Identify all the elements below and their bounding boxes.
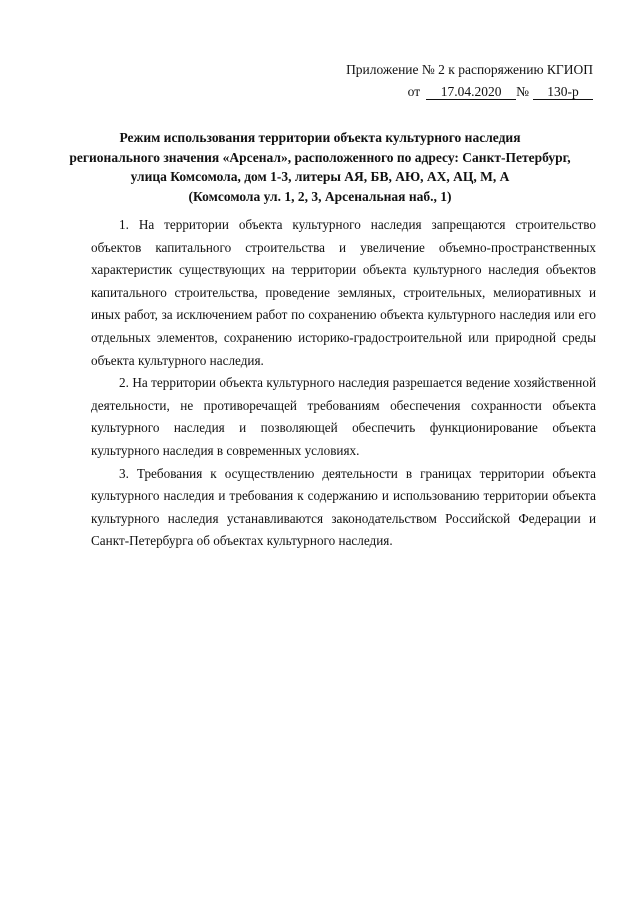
document-title xyxy=(60,128,580,206)
document-body xyxy=(91,214,596,553)
paragraph-3: 3. Требования к осуществлению деятельности в границах территории объекта культурного наследия и требования к содержанию и использованию территории объекта культурного наследия устанавливаются законодательством Российской Федерации и Санкт-Петербурга об объектах культурного наследия. xyxy=(91,465,596,549)
annex-header xyxy=(346,59,593,103)
annex-title: Приложение № 2 к распоряжению КГИОП xyxy=(346,62,593,77)
annex-number: 130-р xyxy=(533,84,593,100)
annex-date-number-line xyxy=(346,81,593,103)
annex-from-label: от xyxy=(407,84,421,99)
paragraph-1: 1. На территории объекта культурного наследия запрещаются строительство объектов капитального строительства и увеличение объемно-пространственных характеристик существующих на территории объекта культурного наследия объектов капитального строительства, проведение земляных, строительных, мелиоративных и иных работ, за исключением работ по сохранению объекта культурного наследия или его отдельных элементов, сохранению историко-градостроительной или природной среды объекта культурного наследия. xyxy=(91,217,596,368)
paragraph-2: 2. На территории объекта культурного наследия разрешается ведение хозяйственной деятельности, не противоречащей требованиям обеспечения сохранности объекта культурного наследия и позволяющей обеспечить функционирование объекта культурного наследия в современных условиях. xyxy=(91,375,596,458)
annex-number-label: № xyxy=(516,84,529,99)
annex-date: 17.04.2020 xyxy=(426,84,516,100)
title-line-1: Режим использования территории объекта культурного наследия xyxy=(119,130,521,145)
title-line-4: (Комсомола ул. 1, 2, 3, Арсенальная наб., 1) xyxy=(188,188,452,204)
title-line-3: улица Комсомола, дом 1-3, литеры АЯ, БВ, АЮ, АХ, АЦ, М, А xyxy=(130,169,510,184)
title-line-2: регионального значения «Арсенал», расположенного по адресу: Санкт-Петербург, xyxy=(69,149,571,165)
